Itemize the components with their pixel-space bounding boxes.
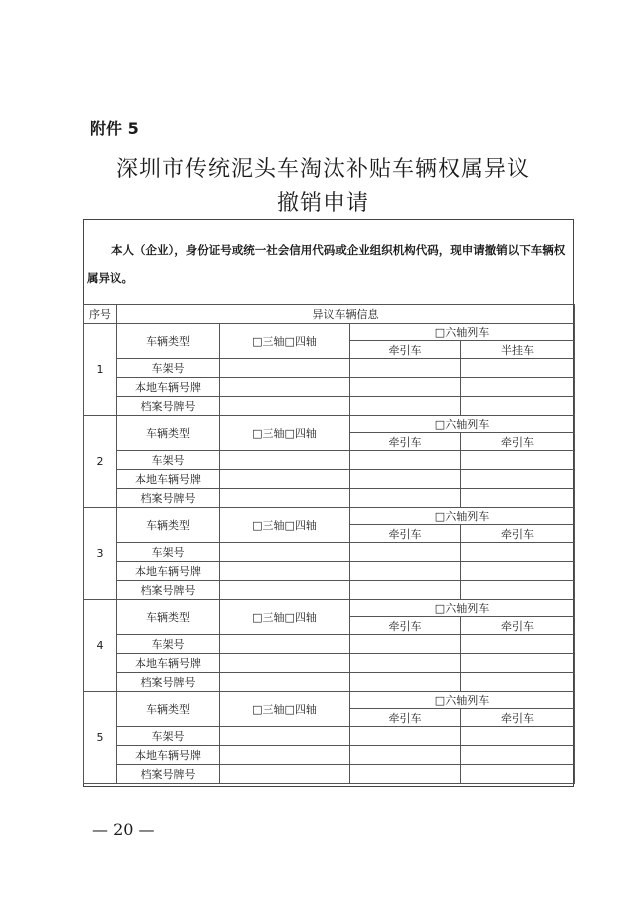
document-title-line2: 撤销申请 (276, 191, 369, 216)
local-plate-trailer[interactable] (461, 562, 575, 581)
vehicle-type-label: 车辆类型 (117, 600, 220, 635)
archive-plate-label: 档案号牌号 (117, 397, 220, 416)
trailer-label: 半挂车 (461, 341, 575, 359)
trailer-label: 牵引车 (461, 433, 575, 451)
table-row (84, 727, 575, 746)
annex-label: 附件 5 (90, 119, 139, 138)
tractor-label: 牵引车 (350, 617, 461, 635)
six-axle-option: □六轴列车 (350, 416, 575, 433)
archive-plate-value[interactable] (220, 765, 350, 784)
table-header-row (84, 305, 575, 324)
axle-option: □三轴□四轴 (220, 600, 350, 635)
frame-number-tractor[interactable] (350, 543, 461, 562)
archive-plate-trailer[interactable] (461, 765, 575, 784)
table-row (84, 451, 575, 470)
archive-plate-tractor[interactable] (350, 489, 461, 508)
axle-option: □三轴□四轴 (220, 692, 350, 727)
vehicle-table (83, 304, 575, 784)
frame-number-trailer[interactable] (461, 727, 575, 746)
frame-number-tractor[interactable] (350, 451, 461, 470)
frame-number-trailer[interactable] (461, 543, 575, 562)
row-number: 3 (84, 508, 117, 600)
frame-number-trailer[interactable] (461, 359, 575, 378)
frame-number-value[interactable] (220, 727, 350, 746)
local-plate-value[interactable] (220, 654, 350, 673)
tractor-label: 牵引车 (350, 433, 461, 451)
local-plate-tractor[interactable] (350, 470, 461, 489)
table-row (84, 600, 575, 617)
vehicle-type-label: 车辆类型 (117, 692, 220, 727)
frame-number-value[interactable] (220, 451, 350, 470)
seq-header: 序号 (84, 305, 117, 324)
local-plate-label: 本地车辆号牌 (117, 746, 220, 765)
tractor-label: 牵引车 (350, 341, 461, 359)
local-plate-tractor[interactable] (350, 378, 461, 397)
frame-number-tractor[interactable] (350, 635, 461, 654)
table-row (84, 692, 575, 709)
tractor-label: 牵引车 (350, 525, 461, 543)
local-plate-trailer[interactable] (461, 746, 575, 765)
trailer-label: 牵引车 (461, 525, 575, 543)
table-row (84, 416, 575, 433)
trailer-label: 牵引车 (461, 709, 575, 727)
frame-number-value[interactable] (220, 635, 350, 654)
vehicle-type-label: 车辆类型 (117, 324, 220, 359)
archive-plate-tractor[interactable] (350, 765, 461, 784)
frame-number-value[interactable] (220, 359, 350, 378)
vehicle-type-label: 车辆类型 (117, 416, 220, 451)
local-plate-label: 本地车辆号牌 (117, 470, 220, 489)
archive-plate-value[interactable] (220, 581, 350, 600)
local-plate-trailer[interactable] (461, 378, 575, 397)
vehicle-type-label: 车辆类型 (117, 508, 220, 543)
frame-number-trailer[interactable] (461, 635, 575, 654)
local-plate-value[interactable] (220, 746, 350, 765)
axle-option: □三轴□四轴 (220, 508, 350, 543)
frame-number-label: 车架号 (117, 451, 220, 470)
table-row (84, 746, 575, 765)
six-axle-option: □六轴列车 (350, 324, 575, 341)
archive-plate-trailer[interactable] (461, 581, 575, 600)
table-row (84, 508, 575, 525)
local-plate-label: 本地车辆号牌 (117, 378, 220, 397)
six-axle-option: □六轴列车 (350, 692, 575, 709)
archive-plate-label: 档案号牌号 (117, 581, 220, 600)
row-number: 5 (84, 692, 117, 784)
archive-plate-value[interactable] (220, 673, 350, 692)
row-number: 1 (84, 324, 117, 416)
local-plate-value[interactable] (220, 470, 350, 489)
archive-plate-value[interactable] (220, 397, 350, 416)
info-header: 异议车辆信息 (117, 305, 575, 324)
table-row (84, 654, 575, 673)
frame-number-label: 车架号 (117, 359, 220, 378)
local-plate-value[interactable] (220, 378, 350, 397)
frame-number-label: 车架号 (117, 635, 220, 654)
archive-plate-tractor[interactable] (350, 673, 461, 692)
archive-plate-trailer[interactable] (461, 489, 575, 508)
table-row (84, 397, 575, 416)
local-plate-label: 本地车辆号牌 (117, 562, 220, 581)
table-row (84, 543, 575, 562)
table-row (84, 378, 575, 397)
archive-plate-trailer[interactable] (461, 673, 575, 692)
local-plate-tractor[interactable] (350, 562, 461, 581)
archive-plate-label: 档案号牌号 (117, 765, 220, 784)
six-axle-option: □六轴列车 (350, 508, 575, 525)
local-plate-label: 本地车辆号牌 (117, 654, 220, 673)
six-axle-option: □六轴列车 (350, 600, 575, 617)
table-row (84, 581, 575, 600)
local-plate-trailer[interactable] (461, 470, 575, 489)
table-row (84, 673, 575, 692)
frame-number-tractor[interactable] (350, 727, 461, 746)
archive-plate-trailer[interactable] (461, 397, 575, 416)
row-number: 2 (84, 416, 117, 508)
local-plate-value[interactable] (220, 562, 350, 581)
frame-number-tractor[interactable] (350, 359, 461, 378)
table-row (84, 489, 575, 508)
tractor-label: 牵引车 (350, 709, 461, 727)
table-row (84, 562, 575, 581)
table-row (84, 765, 575, 784)
trailer-label: 牵引车 (461, 617, 575, 635)
local-plate-tractor[interactable] (350, 654, 461, 673)
frame-number-label: 车架号 (117, 727, 220, 746)
local-plate-tractor[interactable] (350, 746, 461, 765)
table-row (84, 324, 575, 341)
document-title: 深圳市传统泥头车淘汰补贴车辆权属异议 (115, 157, 530, 182)
axle-option: □三轴□四轴 (220, 324, 350, 359)
archive-plate-label: 档案号牌号 (117, 489, 220, 508)
local-plate-trailer[interactable] (461, 654, 575, 673)
archive-plate-label: 档案号牌号 (117, 673, 220, 692)
table-row (84, 359, 575, 378)
table-row (84, 635, 575, 654)
frame-number-label: 车架号 (117, 543, 220, 562)
page-number: — 20 — (92, 820, 155, 839)
axle-option: □三轴□四轴 (220, 416, 350, 451)
statement-text: 本人（企业），身份证号或统一社会信用代码或企业组织机构代码，现申请撤销以下车辆权属异议。 (87, 243, 566, 285)
frame-number-value[interactable] (220, 543, 350, 562)
archive-plate-tractor[interactable] (350, 397, 461, 416)
row-number: 4 (84, 600, 117, 692)
archive-plate-value[interactable] (220, 489, 350, 508)
archive-plate-tractor[interactable] (350, 581, 461, 600)
table-row (84, 470, 575, 489)
frame-number-trailer[interactable] (461, 451, 575, 470)
